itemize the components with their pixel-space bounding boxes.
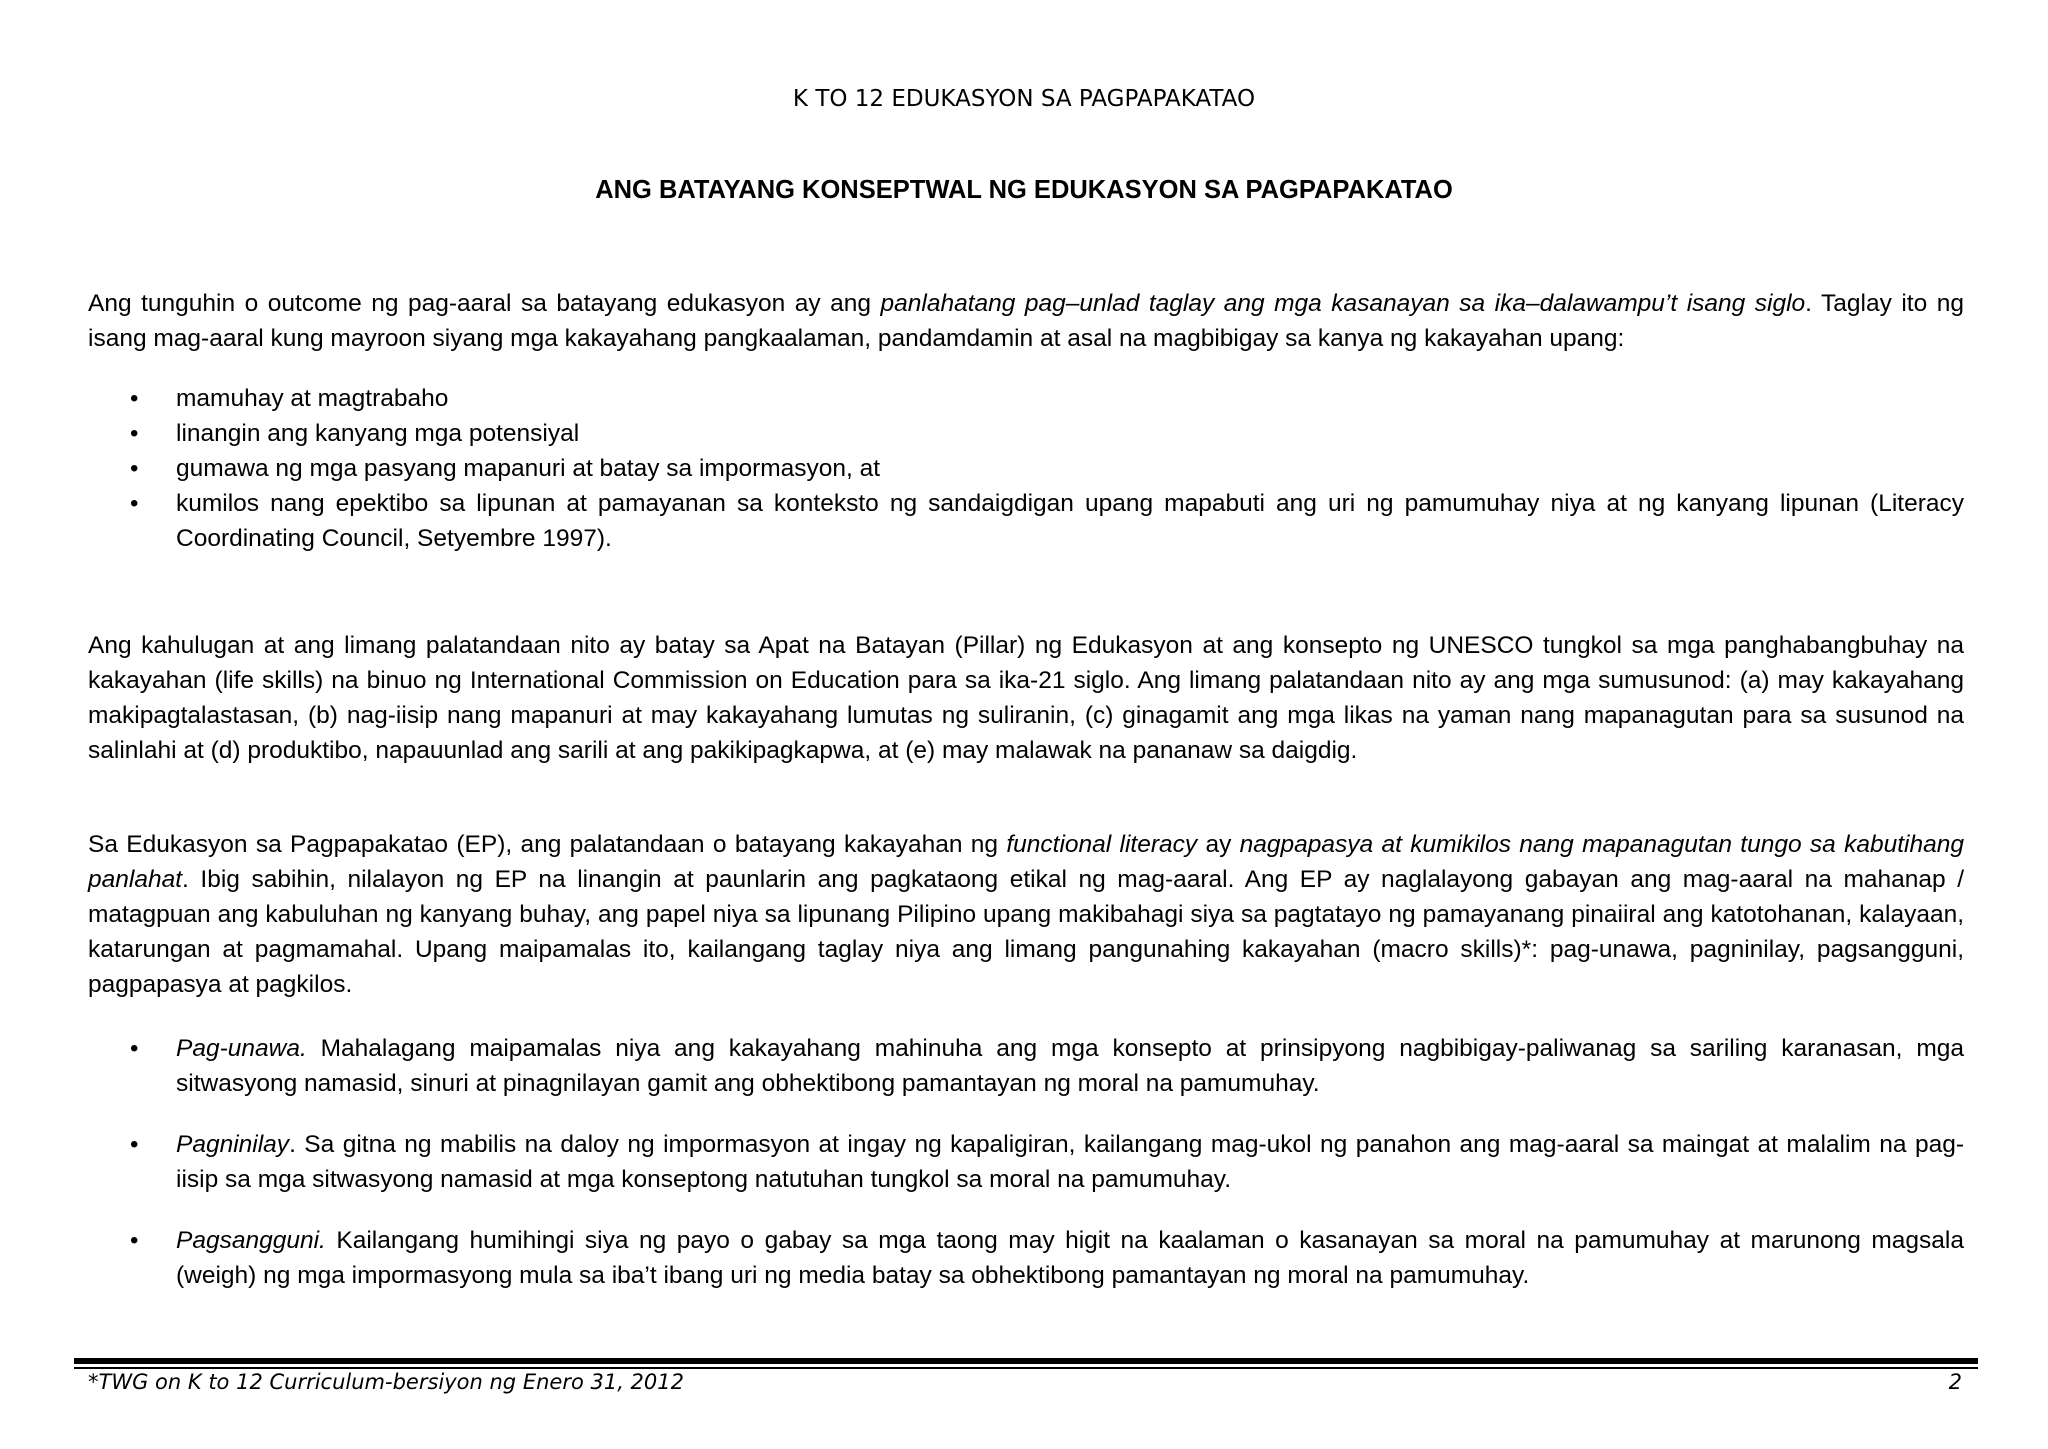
ep-text-2: ay (1197, 831, 1240, 858)
intro-text-2: . Taglay ito ng isang mag-aaral kung mayroon siyang mga kakayahang pangkaalaman, pandamdamin at asal na magbibigay sa kanya ng kakayahan upang: (88, 290, 1964, 352)
skill-term: Pagsangguni. (176, 1227, 326, 1254)
bullet-icon: • (130, 420, 139, 447)
list-item (88, 486, 1964, 556)
list-item (88, 1223, 1964, 1293)
bullet-icon: • (130, 490, 139, 517)
footer-note: *TWG on K to 12 Curriculum-bersiyon ng Enero 31, 2012 (88, 1370, 684, 1394)
footer-divider-thin (74, 1367, 1978, 1369)
skill-description: Kailangang humihingi siya ng payo o gabay sa mga taong may higit na kaalaman o kasanayan sa moral na pamumuhay at marunong magsala (weigh) ng mga impormasyong mula sa iba’t ibang uri ng media batay sa obhektibong pamantayan ng moral na pamumuhay. (176, 1227, 1964, 1289)
bullet-icon: • (130, 1227, 139, 1254)
document-title: ANG BATAYANG KONSEPTWAL NG EDUKASYON SA PAGPAPAKATAO (595, 176, 1453, 204)
list-item (88, 1031, 1964, 1101)
list-item-text: kumilos nang epektibo sa lipunan at pamayanan sa konteksto ng sandaigdigan upang mapabuti ang uri ng pamumuhay niya at ng kanyang lipunan (Literacy Coordinating Council, Setyembre 1997). (176, 490, 1964, 552)
list-item (88, 416, 1964, 451)
ep-italic-2: nagpapasya at kumikilos nang mapanagutan tungo sa kabutihang panlahat (88, 831, 1964, 893)
skill-description: Mahalagang maipamalas niya ang kakayahang mahinuha ang mga konsepto at prinsipyong nagbibigay-paliwanag sa sariling karanasan, mga sitwasyong namasid, sinuri at pinagnilayan gamit ang obhektibong pamantayan ng moral na pamumuhay. (176, 1035, 1964, 1097)
bullet-icon: • (130, 1131, 139, 1158)
ep-text-3: . Ibig sabihin, nilalayon ng EP na linangin at paunlarin ang pagkataong etikal ng mag-aaral. Ang EP ay naglalayong gabayan ang mag-aaral na mahanap / matagpuan ang kabuluhan ng kanyang buhay, ang papel niya sa lipunang Pilipino upang makibahagi siya sa pagtatayo ng pamayanang pinaiiral ang katotohanan, kalayaan, katarungan at pagmamahal. Upang maipamalas ito, kailangang taglay niya ang limang pangunahing kakayahan (macro skills)*: pag-unawa, pagninilay, pagsangguni, pagpapasya at pagkilos. (88, 866, 1964, 998)
list-item-text: linangin ang kanyang mga potensiyal (176, 420, 580, 447)
ep-italic-1: functional literacy (1006, 831, 1198, 858)
intro-paragraph (88, 286, 1964, 356)
unesco-text: Ang kahulugan at ang limang palatandaan nito ay batay sa Apat na Batayan (Pillar) ng Edukasyon at ang konsepto ng UNESCO tungkol sa mga panghabangbuhay na kakayahan (life skills) na binuo ng International Commission on Education para sa ika-21 siglo. Ang limang palatandaan nito ay ang mga sumusunod: (a) may kakayahang makipagtalastasan, (b) nag-iisip nang mapanuri at may kakayahang lumutas ng suliranin, (c) ginagamit ang mga likas na yaman nang mapanagutan para sa susunod na salinlahi at (d) produktibo, napauunlad ang sarili at ang pakikipagkapwa, at (e) may malawak na pananaw sa daigdig. (88, 632, 1964, 764)
abilities-list (88, 381, 1964, 556)
list-item (88, 451, 1964, 486)
running-header: K TO 12 EDUKASYON SA PAGPAPAKATAO (792, 86, 1256, 112)
intro-text-1: Ang tunguhin o outcome ng pag-aaral sa batayang edukasyon ay ang (88, 290, 881, 317)
skill-term: Pagninilay (176, 1131, 290, 1158)
list-item (88, 1127, 1964, 1197)
ep-text-1: Sa Edukasyon sa Pagpapakatao (EP), ang palatandaan o batayang kakayahan ng (88, 831, 1007, 858)
list-item-text: mamuhay at magtrabaho (176, 385, 449, 412)
bullet-icon: • (130, 1035, 139, 1062)
skill-description: . Sa gitna ng mabilis na daloy ng impormasyon at ingay ng kapaligiran, kailangang mag-ukol ng panahon ang mag-aaral sa maingat at malalim na pag-iisip sa mga sitwasyong namasid at mga konseptong natutuhan tungkol sa moral na pamumuhay. (176, 1131, 1964, 1193)
ep-paragraph (88, 827, 1964, 1002)
intro-italic: panlahatang pag–unlad taglay ang mga kasanayan sa ika–dalawampu’t isang siglo (880, 290, 1806, 317)
list-item (88, 381, 1964, 416)
page-number: 2 (1948, 1370, 1962, 1394)
list-item-text: gumawa ng mga pasyang mapanuri at batay sa impormasyon, at (176, 455, 881, 482)
footer-divider-thick (74, 1358, 1978, 1364)
macro-skills-list (88, 1031, 1964, 1293)
bullet-icon: • (130, 385, 139, 412)
skill-term: Pag-unawa. (176, 1035, 307, 1062)
bullet-icon: • (130, 455, 139, 482)
unesco-paragraph (88, 628, 1964, 768)
